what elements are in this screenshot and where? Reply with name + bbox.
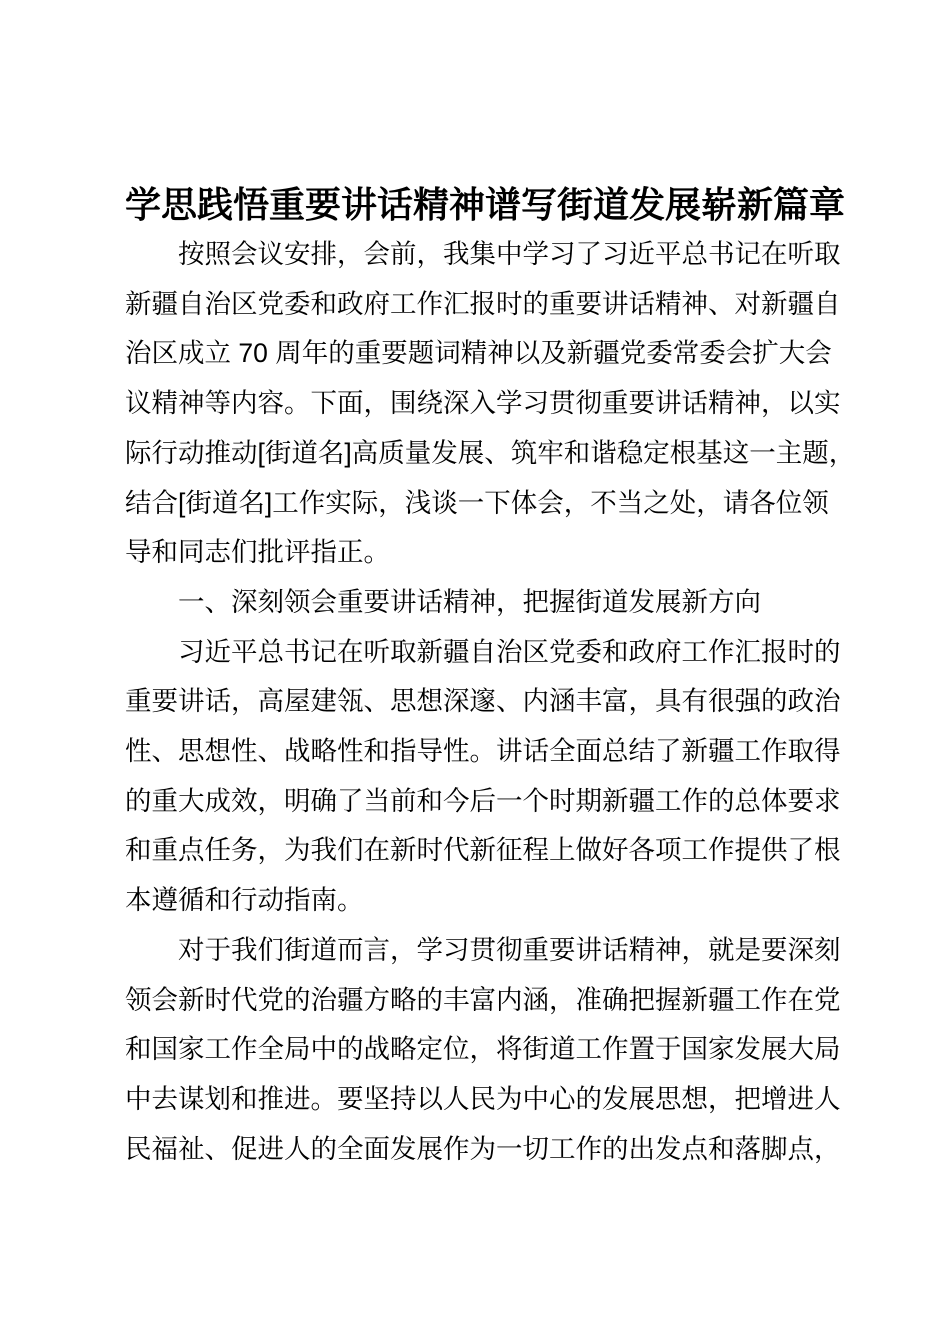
text-line: 导和同志们批评指正。 bbox=[125, 537, 390, 568]
document-content bbox=[125, 180, 856, 1174]
text-line: 领会新时代党的治疆方略的丰富内涵，准确把握新疆工作在党 bbox=[125, 984, 841, 1015]
text-line: 按照会议安排，会前，我集中学习了习近平总书记在听取 bbox=[178, 239, 841, 269]
paragraph-1 bbox=[125, 230, 856, 578]
paragraph-3 bbox=[125, 926, 841, 1175]
text-line: 性、思想性、战略性和指导性。讲话全面总结了新疆工作取得 bbox=[125, 736, 841, 767]
text-line: 议精神等内容。下面，围绕深入学习贯彻重要讲话精神，以实 bbox=[125, 388, 841, 419]
text-line: 本遵循和行动指南。 bbox=[125, 885, 364, 916]
document-title: 学思践悟重要讲话精神谱写街道发展崭新篇章 bbox=[125, 184, 846, 225]
text-line: 对于我们街道而言，学习贯彻重要讲话精神，就是要深刻 bbox=[178, 934, 841, 965]
text-line: 治区成立 70 周年的重要题词精神以及新疆党委常委会扩大会 bbox=[125, 338, 832, 369]
text-line: 际行动推动[街道名]高质量发展、筑牢和谐稳定根基这一主题， bbox=[125, 437, 856, 468]
text-line: 民福祉、促进人的全面发展作为一切工作的出发点和落脚点， bbox=[125, 1133, 841, 1164]
text-line: 习近平总书记在听取新疆自治区党委和政府工作汇报时的 bbox=[178, 636, 841, 667]
text-line: 结合[街道名]工作实际，浅谈一下体会，不当之处，请各位领 bbox=[125, 487, 829, 518]
text-line: 的重大成效，明确了当前和今后一个时期新疆工作的总体要求 bbox=[125, 785, 841, 816]
paragraph-2 bbox=[125, 628, 841, 926]
text-line: 中去谋划和推进。要坚持以人民为中心的发展思想，把增进人 bbox=[125, 1083, 841, 1114]
section-heading: 一、深刻领会重要讲话精神，把握街道发展新方向 bbox=[178, 586, 761, 617]
section-1 bbox=[125, 578, 837, 628]
text-line: 重要讲话，高屋建瓴、思想深邃、内涵丰富，具有很强的政治 bbox=[125, 686, 841, 717]
text-line: 和国家工作全局中的战略定位，将街道工作置于国家发展大局 bbox=[125, 1034, 841, 1065]
text-line: 和重点任务，为我们在新时代新征程上做好各项工作提供了根 bbox=[125, 835, 841, 866]
text-line: 新疆自治区党委和政府工作汇报时的重要讲话精神、对新疆自 bbox=[125, 288, 841, 319]
